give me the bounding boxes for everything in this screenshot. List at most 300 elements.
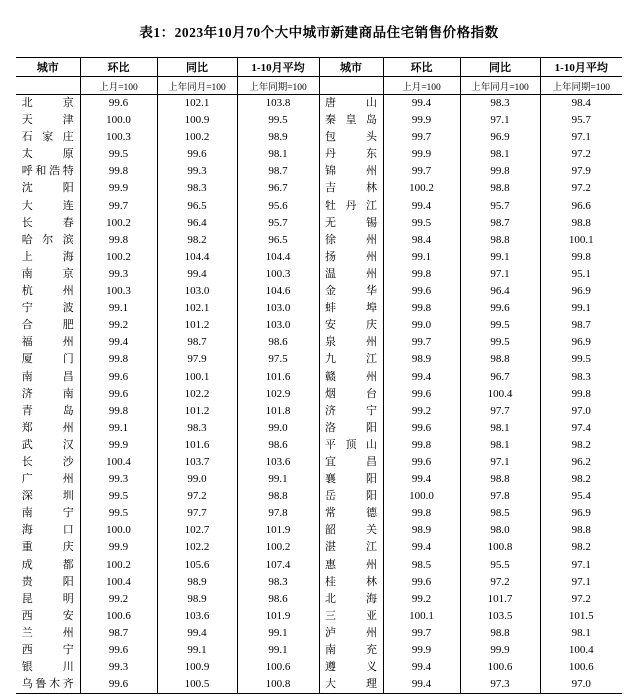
cell-yoy: 97.3 xyxy=(460,676,540,694)
cell-mom: 99.3 xyxy=(80,471,157,488)
cell-avg: 100.6 xyxy=(540,659,622,676)
cell-mom: 99.3 xyxy=(80,266,157,283)
cell-mom: 99.9 xyxy=(80,539,157,556)
cell-mom: 100.1 xyxy=(383,608,460,625)
cell-avg: 98.2 xyxy=(540,539,622,556)
cell-yoy: 100.9 xyxy=(157,112,237,129)
cell-avg: 97.8 xyxy=(237,505,319,522)
cell-yoy: 98.8 xyxy=(460,232,540,249)
cell-mom: 100.3 xyxy=(80,283,157,300)
cell-mom: 100.0 xyxy=(383,488,460,505)
cell-city: 湛 江 xyxy=(325,541,377,554)
cell-city: 宜 昌 xyxy=(325,455,377,468)
cell-mom: 99.6 xyxy=(80,642,157,659)
cell-city: 惠 州 xyxy=(325,558,377,571)
cell-mom: 99.9 xyxy=(383,112,460,129)
table-row xyxy=(16,163,622,180)
cell-avg: 101.9 xyxy=(237,608,319,625)
cell-mom: 99.9 xyxy=(80,437,157,454)
cell-mom: 100.0 xyxy=(80,112,157,129)
cell-yoy: 98.1 xyxy=(460,420,540,437)
table-header xyxy=(16,58,622,95)
cell-avg: 98.3 xyxy=(237,574,319,591)
cell-avg: 103.8 xyxy=(237,95,319,113)
table-row xyxy=(16,488,622,505)
table-row xyxy=(16,420,622,437)
cell-mom: 99.4 xyxy=(383,369,460,386)
table-row xyxy=(16,574,622,591)
cell-mom: 99.8 xyxy=(80,351,157,368)
cell-city: 三 亚 xyxy=(325,609,377,622)
cell-yoy: 101.6 xyxy=(157,437,237,454)
table-row xyxy=(16,642,622,659)
cell-yoy: 98.7 xyxy=(157,334,237,351)
cell-avg: 98.1 xyxy=(540,625,622,642)
cell-yoy: 97.2 xyxy=(460,574,540,591)
cell-mom: 99.1 xyxy=(80,300,157,317)
cell-avg: 99.1 xyxy=(237,471,319,488)
cell-yoy: 98.3 xyxy=(460,95,540,113)
table-row xyxy=(16,317,622,334)
cell-mom: 100.2 xyxy=(80,249,157,266)
cell-yoy: 96.7 xyxy=(460,369,540,386)
cell-city: 广 州 xyxy=(21,473,74,486)
table-row xyxy=(16,386,622,403)
table-row xyxy=(16,334,622,351)
cell-mom: 99.8 xyxy=(80,163,157,180)
cell-city: 南 京 xyxy=(21,267,74,280)
cell-avg: 98.2 xyxy=(540,437,622,454)
cell-mom: 99.4 xyxy=(383,471,460,488)
th-yoy-sub-left: 上年同月=100 xyxy=(157,77,237,95)
cell-yoy: 99.5 xyxy=(460,317,540,334)
cell-yoy: 100.4 xyxy=(460,386,540,403)
cell-city: 天 津 xyxy=(21,114,74,127)
cell-mom: 99.6 xyxy=(383,454,460,471)
cell-city: 呼和浩特 xyxy=(21,165,74,178)
cell-mom: 99.9 xyxy=(383,146,460,163)
cell-mom: 99.7 xyxy=(383,334,460,351)
cell-city: 遵 义 xyxy=(325,661,377,674)
cell-yoy: 103.5 xyxy=(460,608,540,625)
cell-yoy: 96.9 xyxy=(460,129,540,146)
cell-yoy: 96.4 xyxy=(157,215,237,232)
cell-mom: 99.8 xyxy=(80,232,157,249)
cell-city: 贵 阳 xyxy=(21,575,74,588)
cell-mom: 99.6 xyxy=(383,420,460,437)
cell-avg: 97.2 xyxy=(540,180,622,197)
cell-yoy: 98.2 xyxy=(157,232,237,249)
cell-avg: 99.1 xyxy=(237,642,319,659)
th-city-left: 城市 xyxy=(16,58,80,77)
th-avg-sub-right: 上年同期=100 xyxy=(540,77,622,95)
cell-avg: 104.6 xyxy=(237,283,319,300)
cell-mom: 100.2 xyxy=(80,557,157,574)
cell-city: 南 宁 xyxy=(21,507,74,520)
cell-avg: 98.7 xyxy=(540,317,622,334)
cell-city: 九 江 xyxy=(325,353,377,366)
cell-yoy: 98.9 xyxy=(157,591,237,608)
cell-avg: 99.1 xyxy=(237,625,319,642)
cell-yoy: 102.2 xyxy=(157,539,237,556)
cell-city: 大 连 xyxy=(21,199,74,212)
table-row xyxy=(16,198,622,215)
cell-yoy: 99.5 xyxy=(460,334,540,351)
cell-avg: 97.1 xyxy=(540,129,622,146)
th-mom-right: 环比 xyxy=(383,58,460,77)
cell-yoy: 98.3 xyxy=(157,420,237,437)
cell-mom: 99.7 xyxy=(383,163,460,180)
cell-avg: 102.9 xyxy=(237,386,319,403)
th-avg-left: 1-10月平均 xyxy=(237,58,319,77)
cell-avg: 104.4 xyxy=(237,249,319,266)
cell-city: 福 州 xyxy=(21,336,74,349)
cell-city: 安 庆 xyxy=(325,319,377,332)
cell-avg: 101.6 xyxy=(237,369,319,386)
table-row xyxy=(16,283,622,300)
cell-avg: 99.5 xyxy=(237,112,319,129)
cell-city: 深 圳 xyxy=(21,490,74,503)
cell-city: 乌鲁木齐 xyxy=(16,676,80,694)
cell-yoy: 98.0 xyxy=(460,522,540,539)
cell-mom: 99.6 xyxy=(80,369,157,386)
cell-city: 宁 波 xyxy=(21,302,74,315)
table-row xyxy=(16,300,622,317)
cell-city: 济 宁 xyxy=(325,404,377,417)
th-city-sub-right xyxy=(319,77,383,95)
cell-mom: 99.8 xyxy=(383,437,460,454)
cell-yoy: 97.7 xyxy=(460,403,540,420)
cell-avg: 97.1 xyxy=(540,574,622,591)
header-row-primary xyxy=(16,58,622,77)
cell-city: 昆 明 xyxy=(21,592,74,605)
cell-avg: 98.6 xyxy=(237,437,319,454)
cell-yoy: 96.4 xyxy=(460,283,540,300)
cell-mom: 99.7 xyxy=(80,198,157,215)
cell-yoy: 100.9 xyxy=(157,659,237,676)
cell-yoy: 99.4 xyxy=(157,266,237,283)
cell-mom: 99.7 xyxy=(383,129,460,146)
cell-city: 包 头 xyxy=(325,131,377,144)
cell-yoy: 99.4 xyxy=(157,625,237,642)
cell-avg: 98.9 xyxy=(237,129,319,146)
table-row xyxy=(16,351,622,368)
cell-yoy: 103.6 xyxy=(157,608,237,625)
cell-city: 金 华 xyxy=(325,285,377,298)
cell-city: 南 充 xyxy=(325,644,377,656)
cell-mom: 99.5 xyxy=(80,488,157,505)
cell-yoy: 100.2 xyxy=(157,129,237,146)
cell-city: 武 汉 xyxy=(21,438,74,451)
cell-avg: 96.6 xyxy=(540,198,622,215)
cell-mom: 100.3 xyxy=(80,129,157,146)
cell-avg: 95.6 xyxy=(237,198,319,215)
cell-mom: 99.9 xyxy=(383,642,460,659)
cell-avg: 98.6 xyxy=(237,591,319,608)
cell-city: 平顶山 xyxy=(325,438,377,451)
cell-avg: 101.9 xyxy=(237,522,319,539)
cell-yoy: 103.0 xyxy=(157,283,237,300)
cell-yoy: 100.5 xyxy=(157,676,237,694)
table-row xyxy=(16,659,622,676)
table-row xyxy=(16,95,622,113)
cell-yoy: 97.2 xyxy=(157,488,237,505)
cell-yoy: 102.7 xyxy=(157,522,237,539)
cell-yoy: 99.9 xyxy=(460,642,540,659)
table-container xyxy=(0,57,638,694)
cell-yoy: 98.9 xyxy=(157,574,237,591)
table-row xyxy=(16,249,622,266)
cell-city: 成 都 xyxy=(21,558,74,571)
cell-city: 哈尔滨 xyxy=(21,233,74,246)
cell-mom: 99.2 xyxy=(80,317,157,334)
cell-mom: 99.8 xyxy=(383,266,460,283)
cell-city: 唐 山 xyxy=(325,97,377,109)
th-mom-sub-right: 上月=100 xyxy=(383,77,460,95)
cell-avg: 96.5 xyxy=(237,232,319,249)
cell-avg: 96.9 xyxy=(540,334,622,351)
cell-city: 海 口 xyxy=(21,524,74,537)
cell-mom: 99.2 xyxy=(383,403,460,420)
cell-city: 丹 东 xyxy=(325,148,377,161)
th-mom-left: 环比 xyxy=(80,58,157,77)
cell-city: 牡丹江 xyxy=(325,199,377,212)
cell-yoy: 98.1 xyxy=(460,146,540,163)
cell-yoy: 100.1 xyxy=(157,369,237,386)
th-yoy-sub-right: 上年同月=100 xyxy=(460,77,540,95)
cell-yoy: 98.8 xyxy=(460,351,540,368)
table-row xyxy=(16,146,622,163)
cell-yoy: 99.6 xyxy=(157,146,237,163)
cell-yoy: 102.1 xyxy=(157,300,237,317)
table-row xyxy=(16,180,622,197)
cell-mom: 99.5 xyxy=(80,505,157,522)
cell-mom: 98.4 xyxy=(383,232,460,249)
cell-yoy: 97.1 xyxy=(460,454,540,471)
cell-avg: 99.8 xyxy=(540,386,622,403)
cell-avg: 97.2 xyxy=(540,146,622,163)
cell-yoy: 102.1 xyxy=(157,95,237,113)
cell-city: 太 原 xyxy=(21,148,74,161)
cell-mom: 99.1 xyxy=(383,249,460,266)
cell-mom: 99.8 xyxy=(80,403,157,420)
cell-mom: 99.4 xyxy=(383,95,460,113)
cell-avg: 98.8 xyxy=(540,215,622,232)
th-city-right: 城市 xyxy=(319,58,383,77)
cell-yoy: 98.8 xyxy=(460,180,540,197)
cell-city: 重 庆 xyxy=(21,541,74,554)
cell-mom: 99.5 xyxy=(383,215,460,232)
cell-mom: 99.4 xyxy=(383,659,460,676)
table-row xyxy=(16,557,622,574)
cell-mom: 98.9 xyxy=(383,522,460,539)
cell-yoy: 104.4 xyxy=(157,249,237,266)
table-row xyxy=(16,369,622,386)
cell-mom: 99.2 xyxy=(383,591,460,608)
cell-mom: 100.2 xyxy=(383,180,460,197)
cell-city: 泉 州 xyxy=(325,336,377,349)
cell-mom: 99.9 xyxy=(80,180,157,197)
cell-mom: 99.4 xyxy=(383,676,460,694)
th-city-sub-left xyxy=(16,77,80,95)
header-row-secondary xyxy=(16,77,622,95)
cell-yoy: 99.8 xyxy=(460,163,540,180)
cell-mom: 99.4 xyxy=(80,334,157,351)
cell-yoy: 97.7 xyxy=(157,505,237,522)
cell-city: 泸 州 xyxy=(325,626,377,639)
cell-yoy: 95.7 xyxy=(460,198,540,215)
cell-mom: 99.8 xyxy=(383,505,460,522)
cell-avg: 95.7 xyxy=(540,112,622,129)
cell-city: 烟 台 xyxy=(325,387,377,400)
table-row xyxy=(16,471,622,488)
cell-city: 厦 门 xyxy=(21,353,74,366)
cell-city: 襄 阳 xyxy=(325,473,377,486)
cell-avg: 97.5 xyxy=(237,351,319,368)
cell-avg: 103.0 xyxy=(237,317,319,334)
cell-avg: 98.1 xyxy=(237,146,319,163)
cell-city: 秦皇岛 xyxy=(325,114,377,127)
cell-city: 长 沙 xyxy=(21,455,74,468)
cell-yoy: 102.2 xyxy=(157,386,237,403)
cell-mom: 99.5 xyxy=(80,146,157,163)
cell-avg: 99.1 xyxy=(540,300,622,317)
cell-yoy: 101.2 xyxy=(157,317,237,334)
table-row xyxy=(16,625,622,642)
cell-yoy: 99.1 xyxy=(157,642,237,659)
th-avg-sub-left: 上年同期=100 xyxy=(237,77,319,95)
cell-city: 洛 阳 xyxy=(325,421,377,434)
cell-mom: 100.4 xyxy=(80,454,157,471)
cell-yoy: 99.0 xyxy=(157,471,237,488)
cell-yoy: 100.8 xyxy=(460,539,540,556)
table-row xyxy=(16,437,622,454)
cell-yoy: 98.3 xyxy=(157,180,237,197)
cell-avg: 98.3 xyxy=(540,369,622,386)
cell-avg: 95.7 xyxy=(237,215,319,232)
cell-yoy: 103.7 xyxy=(157,454,237,471)
cell-avg: 98.6 xyxy=(237,334,319,351)
cell-mom: 100.6 xyxy=(80,608,157,625)
cell-mom: 99.6 xyxy=(80,95,157,113)
table-row xyxy=(16,215,622,232)
table-row xyxy=(16,505,622,522)
cell-mom: 99.2 xyxy=(80,591,157,608)
th-avg-right: 1-10月平均 xyxy=(540,58,622,77)
cell-city: 锦 州 xyxy=(325,165,377,178)
cell-city: 徐 州 xyxy=(325,233,377,246)
table-row xyxy=(16,608,622,625)
th-yoy-left: 同比 xyxy=(157,58,237,77)
cell-avg: 99.0 xyxy=(237,420,319,437)
table-row xyxy=(16,454,622,471)
cell-avg: 100.3 xyxy=(237,266,319,283)
table-row xyxy=(16,112,622,129)
table-body xyxy=(16,95,622,694)
cell-avg: 95.1 xyxy=(540,266,622,283)
cell-city: 北 京 xyxy=(21,97,74,109)
cell-avg: 98.8 xyxy=(237,488,319,505)
cell-avg: 99.5 xyxy=(540,351,622,368)
cell-avg: 100.4 xyxy=(540,642,622,659)
cell-avg: 96.9 xyxy=(540,283,622,300)
cell-mom: 100.4 xyxy=(80,574,157,591)
cell-city: 韶 关 xyxy=(325,524,377,537)
cell-yoy: 98.5 xyxy=(460,505,540,522)
cell-avg: 98.2 xyxy=(540,471,622,488)
cell-mom: 98.9 xyxy=(383,351,460,368)
cell-city: 长 春 xyxy=(21,216,74,229)
cell-mom: 99.6 xyxy=(80,386,157,403)
cell-city: 常 德 xyxy=(325,507,377,520)
cell-city: 北 海 xyxy=(325,592,377,605)
cell-mom: 99.4 xyxy=(383,539,460,556)
cell-mom: 99.7 xyxy=(383,625,460,642)
cell-yoy: 98.8 xyxy=(460,471,540,488)
cell-yoy: 98.1 xyxy=(460,437,540,454)
cell-yoy: 98.7 xyxy=(460,215,540,232)
cell-avg: 98.8 xyxy=(540,522,622,539)
cell-city: 沈 阳 xyxy=(21,182,74,195)
cell-city: 西 宁 xyxy=(21,644,74,656)
cell-avg: 97.4 xyxy=(540,420,622,437)
cell-city: 温 州 xyxy=(325,267,377,280)
cell-mom: 100.0 xyxy=(80,522,157,539)
table-row xyxy=(16,676,622,694)
table-row xyxy=(16,129,622,146)
cell-mom: 99.4 xyxy=(383,198,460,215)
cell-avg: 96.7 xyxy=(237,180,319,197)
cell-yoy: 97.1 xyxy=(460,266,540,283)
table-row xyxy=(16,591,622,608)
cell-avg: 100.1 xyxy=(540,232,622,249)
cell-yoy: 101.2 xyxy=(157,403,237,420)
cell-avg: 98.4 xyxy=(540,95,622,113)
cell-avg: 97.1 xyxy=(540,557,622,574)
cell-mom: 98.5 xyxy=(383,557,460,574)
cell-mom: 99.3 xyxy=(80,659,157,676)
cell-mom: 100.2 xyxy=(80,215,157,232)
cell-city: 上 海 xyxy=(21,250,74,263)
th-mom-sub-left: 上月=100 xyxy=(80,77,157,95)
cell-avg: 100.8 xyxy=(237,676,319,694)
cell-city: 大 理 xyxy=(319,676,383,694)
cell-avg: 107.4 xyxy=(237,557,319,574)
cell-avg: 99.8 xyxy=(540,249,622,266)
cell-city: 济 南 xyxy=(21,387,74,400)
cell-mom: 99.6 xyxy=(80,676,157,694)
cell-avg: 96.9 xyxy=(540,505,622,522)
cell-avg: 97.9 xyxy=(540,163,622,180)
table-row xyxy=(16,403,622,420)
cell-yoy: 99.6 xyxy=(460,300,540,317)
cell-yoy: 100.6 xyxy=(460,659,540,676)
cell-avg: 95.4 xyxy=(540,488,622,505)
cell-city: 郑 州 xyxy=(21,421,74,434)
cell-yoy: 99.1 xyxy=(460,249,540,266)
cell-mom: 99.8 xyxy=(383,300,460,317)
page-title: 表1：2023年10月70个大中城市新建商品住宅销售价格指数 xyxy=(139,25,499,40)
price-index-table xyxy=(16,57,622,694)
cell-avg: 97.2 xyxy=(540,591,622,608)
cell-yoy: 96.5 xyxy=(157,198,237,215)
cell-yoy: 101.7 xyxy=(460,591,540,608)
cell-yoy: 97.1 xyxy=(460,112,540,129)
cell-city: 无 锡 xyxy=(325,216,377,229)
cell-mom: 99.6 xyxy=(383,574,460,591)
cell-mom: 99.6 xyxy=(383,283,460,300)
cell-avg: 97.0 xyxy=(540,676,622,694)
